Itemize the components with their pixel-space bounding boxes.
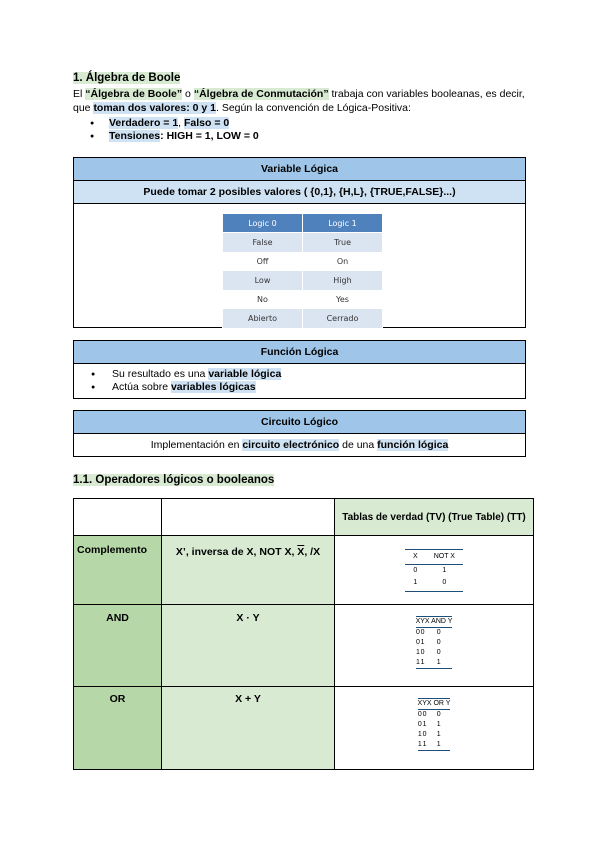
operator-expression: X · Y [162,605,335,687]
box-header: Circuito Lógico [74,411,525,434]
box-header: Variable Lógica [74,158,525,181]
operator-name: AND [74,605,162,687]
table-header: Logic 0 [223,214,303,233]
truth-table-header: Tablas de verdad (TV) (True Table) (TT) [335,499,534,536]
truth-table-cell [335,687,534,770]
funcion-logica-box [73,340,526,399]
table-header: Logic 1 [303,214,383,233]
logic-values-table: Logic 0 Logic 1 False True Off On Low High No Yes Abierto Cerrado [222,213,383,328]
truth-table-cell [335,536,534,605]
truth-table-and: X Y X AND Y 0 0 0 0 1 0 1 0 0 1 1 1 [416,616,453,669]
funcion-list [74,368,525,394]
subsection-title: 1.1. Operadores lógicos o booleanos [73,474,275,486]
operator-name: OR [74,687,162,770]
convention-list [73,117,259,143]
intro-paragraph: El “Álgebra de Boole” o “Álgebra de Conmutación” trabaja con variables booleanas, es decir, que toman dos valores: 0 y 1. Según la convención de Lógica-Positiva: [73,88,525,114]
circuito-description: Implementación en circuito electrónico de una función lógica [150,439,449,451]
section-title: 1. Álgebra de Boole [73,72,181,84]
operator-expression: X’, inversa de X, NOT X, $\overline{X}$, /X [162,536,335,605]
empty-cell [74,499,162,536]
list-item: ● Verdadero = 1, Falso = 0 [73,117,259,130]
operator-expression: X + Y [162,687,335,770]
circuito-logico-box [73,410,526,457]
list-item: ● Tensiones: HIGH = 1, LOW = 0 [73,130,259,143]
truth-table-cell [335,605,534,687]
truth-table-or: X Y X OR Y 0 0 0 0 1 1 1 0 1 1 1 1 [418,698,451,751]
box-header: Función Lógica [74,341,525,364]
empty-cell [162,499,335,536]
list-item: ● Actúa sobre variables lógicas [74,381,525,394]
operator-name: Complemento [74,536,162,605]
operators-table [73,498,534,770]
box-subheader: Puede tomar 2 posibles valores ( {0,1}, {H,L}, {TRUE,FALSE}...) [74,181,525,204]
truth-table-not: X NOT X 0 1 1 0 [405,549,463,592]
list-item: ● Su resultado es una variable lógica [74,368,525,381]
